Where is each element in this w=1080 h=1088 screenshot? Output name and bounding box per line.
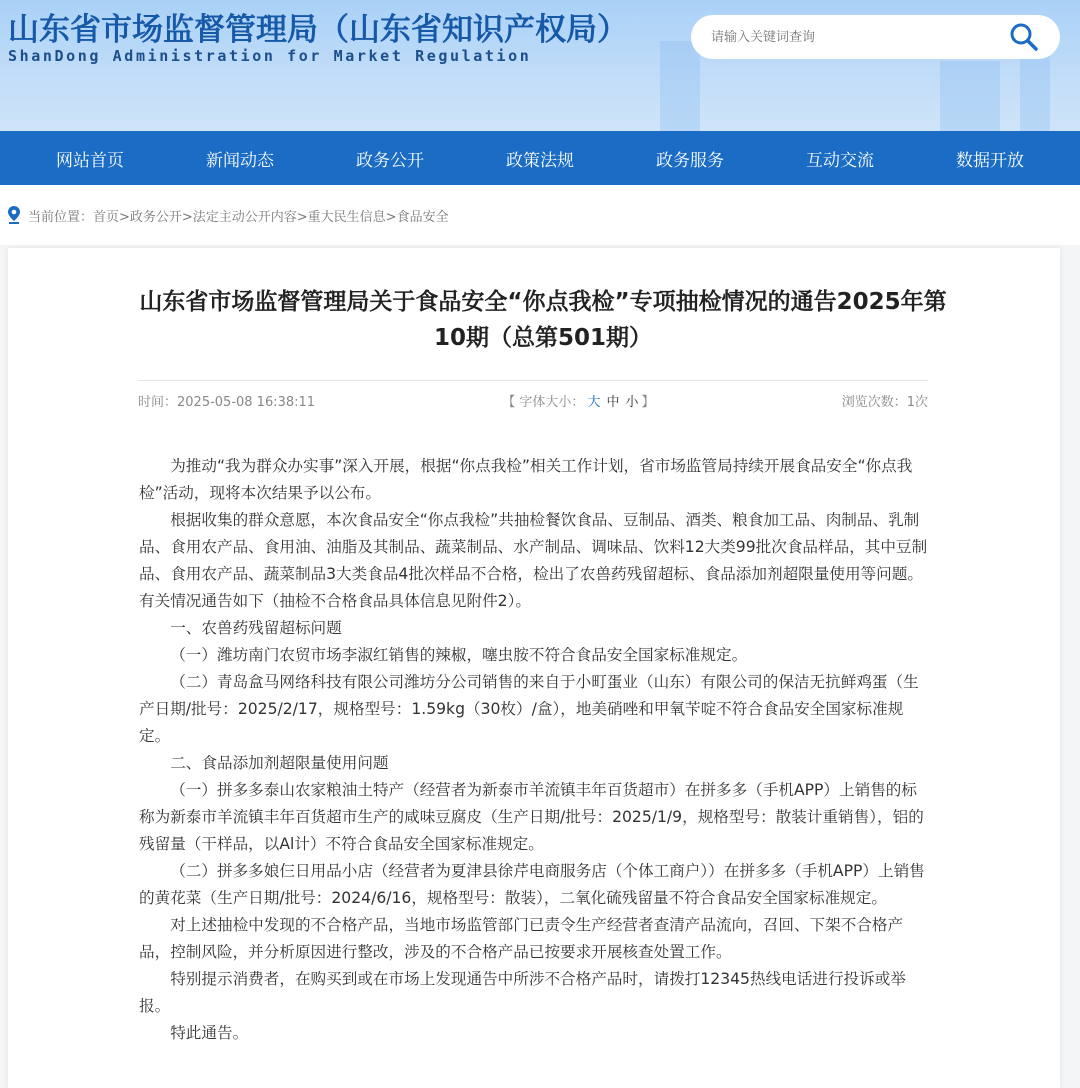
article-card bbox=[8, 248, 1060, 1088]
nav-interaction[interactable]: 互动交流 bbox=[806, 150, 874, 171]
nav-services[interactable]: 政务服务 bbox=[656, 150, 724, 171]
main-nav bbox=[0, 131, 1080, 185]
breadcrumb bbox=[0, 185, 1080, 245]
article-meta bbox=[138, 391, 928, 410]
font-small-button[interactable]: 小 bbox=[625, 395, 639, 410]
site-header bbox=[0, 0, 1080, 131]
paragraph: 对上述抽检中发现的不合格产品，当地市场监管部门已责令生产经营者查清产品流向，召回、下架不合格产品，控制风险，并分析原因进行整改，涉及的不合格产品已按要求开展核查处置工作。 bbox=[139, 916, 904, 961]
paragraph: （二）拼多多娘仨日用品小店（经营者为夏津县徐芹电商服务店（个体工商户））在拼多多（手机APP）上销售的黄花菜（生产日期/批号：2024/6/16，规格型号：散装），二氧化硫残留量不符合食品安全国家标准规定。 bbox=[139, 862, 925, 907]
font-medium-button[interactable]: 中 bbox=[606, 395, 620, 410]
paragraph: 为推动“我为群众办实事”深入开展，根据“你点我检”相关工作计划，省市场监管局持续开展食品安全“你点我检”活动，现将本次结果予以公布。 bbox=[139, 457, 913, 502]
font-large-button[interactable]: 大 bbox=[587, 395, 601, 410]
paragraph: （一）潍坊南门农贸市场李淑红销售的辣椒，噻虫胺不符合食品安全国家标准规定。 bbox=[170, 646, 748, 664]
view-count: 浏览次数：1次 bbox=[841, 395, 928, 410]
nav-news[interactable]: 新闻动态 bbox=[206, 150, 274, 171]
search-box bbox=[691, 15, 1060, 59]
nav-gov-affairs[interactable]: 政务公开 bbox=[356, 150, 424, 171]
background-building bbox=[940, 61, 1000, 131]
font-size-control bbox=[502, 391, 654, 410]
nav-policy[interactable]: 政策法规 bbox=[506, 150, 574, 171]
paragraph: 特此通告。 bbox=[170, 1024, 249, 1042]
paragraph: （一）拼多多泰山农家粮油土特产（经营者为新泰市羊流镇丰年百货超市）在拼多多（手机APP）上销售的标称为新泰市羊流镇丰年百货超市生产的咸味豆腐皮（生产日期/批号：2025/1/9，规格型号：散装计重销售），铝的残留量（干样品，以Al计）不符合食品安全国家标准规定。 bbox=[139, 781, 924, 853]
section-heading: 一、农兽药残留超标问题 bbox=[170, 619, 342, 637]
paragraph: （二）青岛盒马网络科技有限公司潍坊分公司销售的来自于小町蛋业（山东）有限公司的保洁无抗鲜鸡蛋（生产日期/批号：2025/2/17，规格型号：1.59kg（30枚）/盒），地美硝唑和甲氧苄啶不符合食品安全国家标准规定。 bbox=[139, 673, 919, 745]
site-title: 山东省市场监督管理局（山东省知识产权局） bbox=[8, 12, 628, 48]
site-subtitle: ShanDong Administration for Market Regulation bbox=[8, 47, 532, 65]
publish-time: 时间：2025-05-08 16:38:11 bbox=[138, 395, 316, 410]
search-input[interactable] bbox=[711, 30, 1008, 45]
nav-home[interactable]: 网站首页 bbox=[56, 150, 124, 171]
search-icon[interactable] bbox=[1008, 21, 1040, 53]
nav-open-data[interactable]: 数据开放 bbox=[956, 150, 1024, 171]
paragraph: 根据收集的群众意愿，本次食品安全“你点我检”共抽检餐饮食品、豆制品、酒类、粮食加工品、肉制品、乳制品、食用农产品、食用油、油脂及其制品、蔬菜制品、水产制品、调味品、饮料12大类99批次食品样品，其中豆制品、食用农产品、蔬菜制品3大类食品4批次样品不合格，检出了农兽药残留超标、食品添加剂超限量使用等问题。有关情况通告如下（抽检不合格食品具体信息见附件2）。 bbox=[139, 511, 928, 610]
paragraph: 特别提示消费者，在购买到或在市场上发现通告中所涉不合格产品时，请拨打12345热线电话进行投诉或举报。 bbox=[139, 970, 906, 1015]
breadcrumb-path[interactable]: 当前位置：首页>政务公开>法定主动公开内容>重大民生信息>食品安全 bbox=[28, 209, 449, 225]
font-size-bracket: 】 bbox=[641, 395, 655, 410]
divider bbox=[138, 380, 928, 381]
article-body bbox=[139, 453, 929, 1047]
font-size-label: 【 字体大小： bbox=[502, 395, 585, 410]
background-building bbox=[660, 41, 700, 131]
article-title: 山东省市场监督管理局关于食品安全“你点我检”专项抽检情况的通告2025年第10期（总第501期） bbox=[139, 289, 947, 351]
section-heading: 二、食品添加剂超限量使用问题 bbox=[170, 754, 389, 772]
location-pin-icon bbox=[8, 206, 20, 224]
